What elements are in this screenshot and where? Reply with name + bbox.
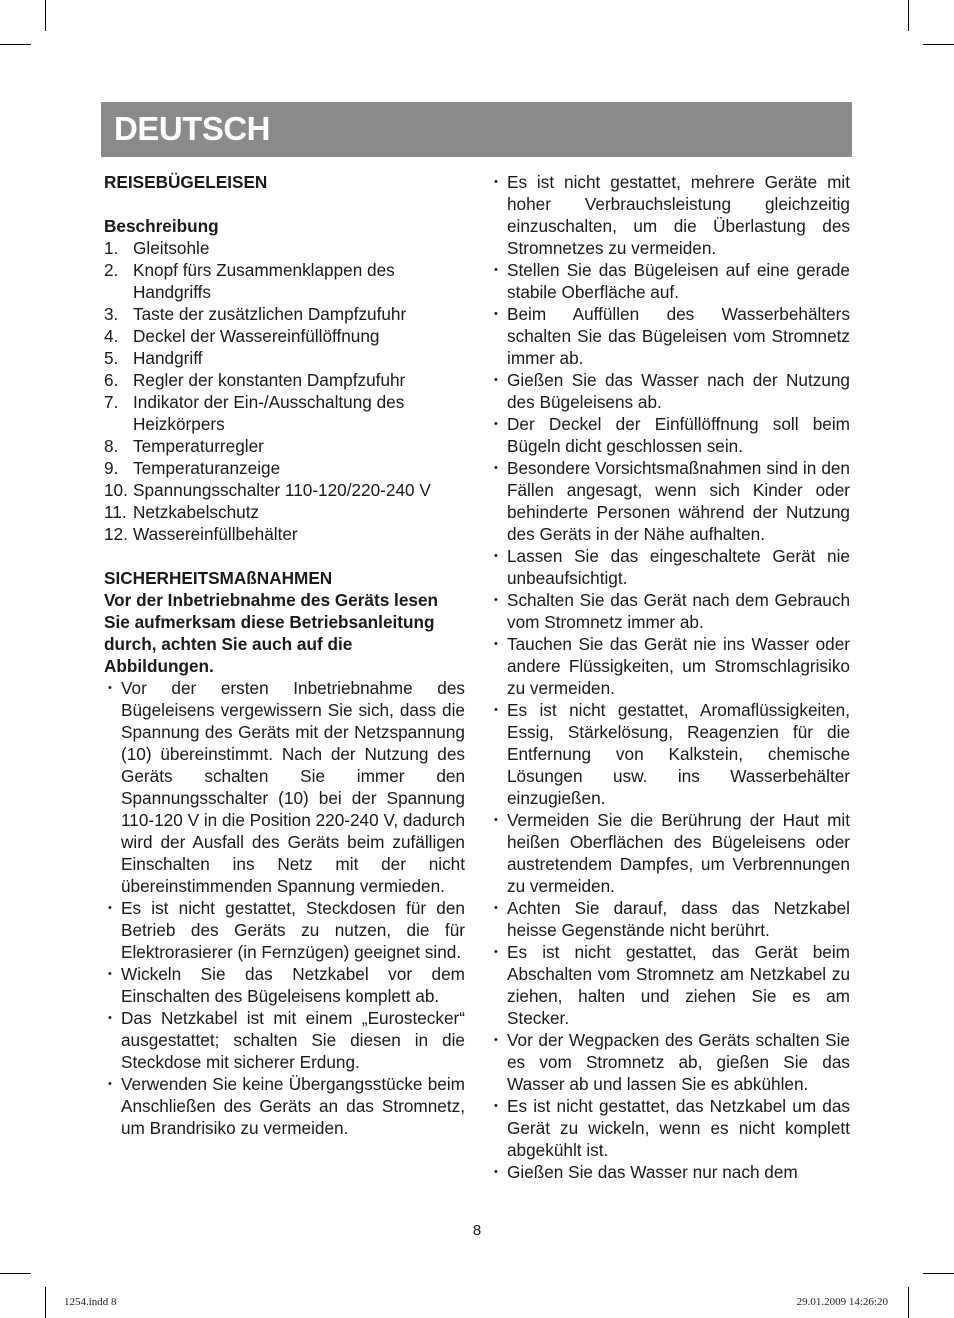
list-item-text: Taste der zusätzlichen Dampfzufuhr <box>133 304 407 324</box>
list-item <box>104 347 465 369</box>
bullet-item: • Es ist nicht gestattet, mehrere Geräte mit hoher Verbrauchsleistung gleichzeitig einzuschalten, um die Überlastung des Stromnetzes zu vermeiden. <box>490 171 850 259</box>
list-item <box>104 457 465 479</box>
list-item-number: 3. <box>104 304 119 324</box>
list-item <box>104 259 465 303</box>
bullet-item: • Gießen Sie das Wasser nur nach dem <box>490 1161 850 1183</box>
list-item-number: 7. <box>104 392 119 412</box>
page-number: 8 <box>472 1222 482 1239</box>
bullet-item: • Lassen Sie das eingeschaltete Gerät nie unbeaufsichtigt. <box>490 545 850 589</box>
list-item <box>104 479 465 501</box>
list-item-text: Knopf fürs Zusammenklappen des Handgriffs <box>133 260 395 302</box>
safety-list-right <box>490 171 850 1183</box>
list-item-text: Handgriff <box>133 348 203 368</box>
crop-mark <box>923 1273 954 1274</box>
list-item-text: Spannungsschalter 110-120/220-240 V <box>133 480 431 500</box>
crop-mark <box>923 44 954 45</box>
parts-list <box>104 237 465 545</box>
language-banner <box>101 102 852 157</box>
bullet-item: • Es ist nicht gestattet, Aromaflüssigkeiten, Essig, Stärkelösung, Reagenzien für die Entfernung von Kalkstein, chemische Lösungen usw. ins Wasserbehälter einzugießen. <box>490 699 850 809</box>
bullet-item: • Schalten Sie das Gerät nach dem Gebrauch vom Stromnetz immer ab. <box>490 589 850 633</box>
bullet-item: • Es ist nicht gestattet, Steckdosen für den Betrieb des Geräts zu nutzen, die für Elektrorasierer (in Fernzügen) geeignet sind. <box>104 897 465 963</box>
bullet-item: • Vor der ersten Inbetriebnahme des Bügeleisens vergewissern Sie sich, dass die Spannung des Geräts mit der Netzspannung (10) übereinstimmt. Nach der Nutzung des Geräts schalten Sie immer den Spannungsschalter (10) bei der Spannung 110-120 V in die Position 220-240 V, dadurch wird der Ausfall des Geräts beim zufälligen Einschalten ins Netz mit der nicht übereinstimmenden Spannung vermieden. <box>104 677 465 897</box>
list-item <box>104 501 465 523</box>
list-item-number: 10. <box>104 480 128 500</box>
right-column <box>490 171 850 1183</box>
list-item-number: 9. <box>104 458 119 478</box>
list-item-number: 8. <box>104 436 119 456</box>
description-heading: Beschreibung <box>104 216 219 236</box>
product-title: REISEBÜGELEISEN <box>104 172 268 192</box>
list-item <box>104 391 465 435</box>
list-item-number: 1. <box>104 238 119 258</box>
crop-mark <box>0 1273 31 1274</box>
list-item-text: Gleitsohle <box>133 238 210 258</box>
bullet-item: • Der Deckel der Einfüllöffnung soll beim Bügeln dicht geschlossen sein. <box>490 413 850 457</box>
list-item-text: Temperaturanzeige <box>133 458 281 478</box>
bullet-item: • Es ist nicht gestattet, das Gerät beim Abschalten vom Stromnetz am Netzkabel zu ziehen, halten und ziehen Sie es am Stecker. <box>490 941 850 1029</box>
list-item-text: Deckel der Wassereinfüllöffnung <box>133 326 380 346</box>
crop-mark <box>908 0 909 31</box>
bullet-item: • Besondere Vorsichtsmaßnahmen sind in den Fällen angesagt, wenn sich Kinder oder behinderte Personen während der Nutzung des Geräts in der Nähe aufhalten. <box>490 457 850 545</box>
list-item-text: Wassereinfüllbehälter <box>133 524 298 544</box>
left-column <box>104 171 465 1139</box>
bullet-item: • Vor der Wegpacken des Geräts schalten Sie es vom Stromnetz ab, gießen Sie das Wasser ab und lassen Sie es abkühlen. <box>490 1029 850 1095</box>
bullet-item: • Tauchen Sie das Gerät nie ins Wasser oder andere Flüssigkeiten, um Stromschlagrisiko zu vermeiden. <box>490 633 850 699</box>
list-item <box>104 435 465 457</box>
bullet-item: • Beim Auffüllen des Wasserbehälters schalten Sie das Bügeleisen vom Stromnetz immer ab. <box>490 303 850 369</box>
list-item-number: 6. <box>104 370 119 390</box>
list-item-text: Regler der konstanten Dampfzufuhr <box>133 370 406 390</box>
date-slug: 29.01.2009 14:26:20 <box>796 1296 888 1308</box>
list-item-number: 4. <box>104 326 119 346</box>
bullet-item: • Stellen Sie das Bügeleisen auf eine gerade stabile Oberfläche auf. <box>490 259 850 303</box>
bullet-item: • Wickeln Sie das Netzkabel vor dem Einschalten des Bügeleisens komplett ab. <box>104 963 465 1007</box>
bullet-item: • Es ist nicht gestattet, das Netzkabel um das Gerät zu wickeln, wenn es nicht komplett abgekühlt ist. <box>490 1095 850 1161</box>
crop-mark <box>45 0 46 31</box>
bullet-item: • Vermeiden Sie die Berührung der Haut mit heißen Oberflächen des Bügeleisens oder austretendem Dampfes, um Verbrennungen zu vermeiden. <box>490 809 850 897</box>
bullet-item: • Verwenden Sie keine Übergangsstücke beim Anschließen des Geräts an das Stromnetz, um Brandrisiko zu vermeiden. <box>104 1073 465 1139</box>
list-item-number: 12. <box>104 524 128 544</box>
list-item <box>104 523 465 545</box>
safety-intro: Vor der Inbetriebnahme des Geräts lesen Sie aufmerksam diese Betriebsanleitung durch, achten Sie auch auf die Abbildungen. <box>104 590 438 676</box>
file-slug: 1254.indd 8 <box>64 1296 117 1308</box>
safety-heading: SICHERHEITSMAßNAHMEN <box>104 568 333 588</box>
list-item-text: Temperaturregler <box>133 436 264 456</box>
crop-mark <box>908 1287 909 1318</box>
list-item <box>104 237 465 259</box>
safety-list-left <box>104 677 465 1139</box>
bullet-item: • Gießen Sie das Wasser nach der Nutzung des Bügeleisens ab. <box>490 369 850 413</box>
list-item <box>104 325 465 347</box>
list-item-number: 5. <box>104 348 119 368</box>
crop-mark <box>45 1287 46 1318</box>
list-item-text: Indikator der Ein-/Ausschaltung des Heizkörpers <box>133 392 405 434</box>
list-item-text: Netzkabelschutz <box>133 502 260 522</box>
list-item-number: 2. <box>104 260 119 280</box>
bullet-item: • Das Netzkabel ist mit einem „Eurostecker“ ausgestattet; schalten Sie diesen in die Steckdose mit sicherer Erdung. <box>104 1007 465 1073</box>
list-item <box>104 303 465 325</box>
list-item <box>104 369 465 391</box>
list-item-number: 11. <box>104 502 127 522</box>
bullet-item: • Achten Sie darauf, dass das Netzkabel heisse Gegenstände nicht berührt. <box>490 897 850 941</box>
page-title: DEUTSCH <box>114 110 271 147</box>
crop-mark <box>0 44 31 45</box>
